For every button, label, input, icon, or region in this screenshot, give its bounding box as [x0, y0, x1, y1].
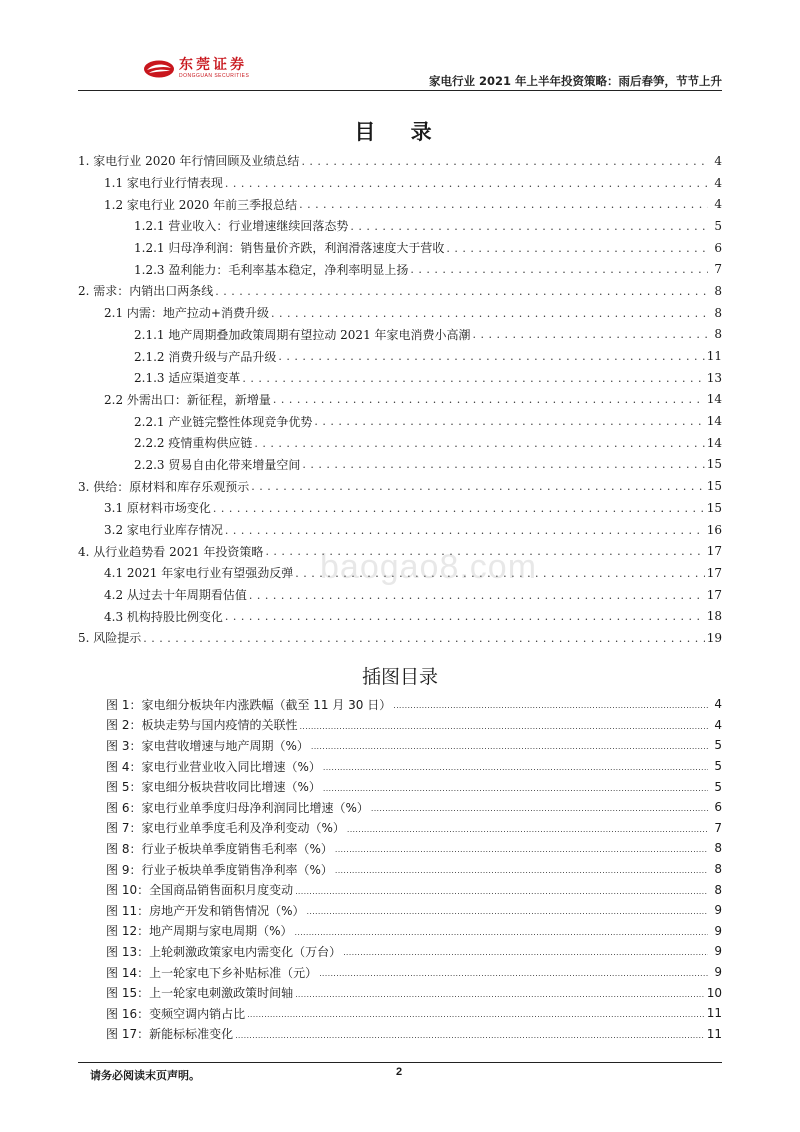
figure-entry-label: 图 7：家电行业单季度毛利及净利变动（%）	[106, 821, 345, 836]
figure-entry-label: 图 14：上一轮家电下乡补贴标准（元）	[106, 965, 318, 980]
figure-entry-page: 6	[714, 800, 722, 815]
dot-leader	[249, 588, 705, 602]
figure-entry-page: 4	[714, 697, 722, 712]
toc-entry-label: 2.2.3 贸易自由化带来增量空间	[134, 457, 301, 472]
toc-entry[interactable]	[78, 324, 722, 346]
toc-entry-label: 1.2.1 归母净利润：销售量价齐跌，利润滑落速度大于营收	[134, 241, 445, 256]
dot-leader	[225, 176, 708, 190]
dot-leader	[319, 965, 708, 979]
dot-leader	[335, 841, 708, 855]
toc-entry-label: 3.2 家电行业库存情况	[104, 523, 223, 538]
toc-entry-label: 1. 家电行业 2020 年行情回顾及业绩总结	[78, 154, 300, 169]
figure-entry-page: 7	[714, 820, 722, 835]
toc-entry[interactable]	[78, 605, 722, 627]
toc-entry-label: 1.2.1 营业收入：行业增速继续回落态势	[134, 219, 349, 234]
dot-leader	[247, 1006, 705, 1020]
logo-text-cn: 东莞证券	[179, 57, 247, 73]
dot-leader	[323, 759, 708, 773]
figure-entry-page: 8	[714, 862, 722, 877]
toc-entry-page: 15	[706, 457, 722, 472]
figure-entry[interactable]	[106, 776, 722, 797]
figure-entry[interactable]	[106, 756, 722, 777]
toc-entry-page: 5	[714, 218, 722, 233]
figure-entry-label: 图 8：行业子板块单季度销售毛利率（%）	[106, 841, 333, 856]
toc-entry-page: 14	[706, 392, 722, 407]
toc-entry-page: 14	[706, 435, 722, 450]
toc-entry-page: 4	[714, 175, 722, 190]
figure-entry-page: 10	[706, 985, 722, 1000]
toc-entry[interactable]	[78, 627, 722, 649]
dot-leader	[295, 883, 708, 897]
toc-entry-label: 1.2.3 盈利能力：毛利率基本稳定，净利率明显上扬	[134, 262, 409, 277]
toc-entry-label: 2.1.2 消费升级与产品升级	[134, 349, 277, 364]
figure-entry-label: 图 6：家电行业单季度归母净利润同比增速（%）	[106, 800, 369, 815]
dot-leader	[335, 862, 708, 876]
dot-leader	[307, 903, 709, 917]
toc-entry-label: 3.1 原材料市场变化	[104, 501, 211, 516]
toc-entry-label: 5. 风险提示	[78, 631, 142, 646]
dot-leader	[295, 924, 709, 938]
toc-entry-page: 6	[714, 240, 722, 255]
dot-leader	[278, 349, 704, 363]
dot-leader	[299, 718, 708, 732]
watermark: baogao8.com	[320, 548, 538, 586]
dot-leader	[323, 780, 708, 794]
toc-entry-label: 2.2.1 产业链完整性体现竞争优势	[134, 414, 313, 429]
toc-entry-page: 11	[706, 349, 722, 364]
figure-entry[interactable]	[106, 735, 722, 756]
toc-entry-page: 15	[706, 500, 722, 515]
figure-entry[interactable]	[106, 879, 722, 900]
dot-leader	[273, 392, 705, 406]
figure-entry[interactable]	[106, 859, 722, 880]
figure-entry[interactable]	[106, 1003, 722, 1024]
figure-entry-label: 图 2：板块走势与国内疫情的关联性	[106, 718, 298, 733]
dot-leader	[371, 800, 708, 814]
dot-leader	[295, 986, 705, 1000]
footer-divider	[78, 1062, 722, 1063]
toc-entry[interactable]	[78, 454, 722, 476]
page-number: 2	[396, 1066, 403, 1078]
figure-entry-page: 11	[706, 1006, 722, 1021]
figure-entry[interactable]	[106, 715, 722, 736]
toc-entry-page: 8	[714, 327, 722, 342]
figure-entry-label: 图 13：上轮刺激政策家电内需变化（万台）	[106, 944, 342, 959]
company-logo	[143, 56, 249, 82]
toc-entry-page: 7	[714, 262, 722, 277]
dot-leader	[446, 241, 708, 255]
toc-entry[interactable]	[78, 302, 722, 324]
figure-entry[interactable]	[106, 797, 722, 818]
toc-entry-page: 17	[706, 544, 722, 559]
document-title: 家电行业 2021 年上半年投资策略：雨后春笋，节节上升	[428, 74, 722, 88]
toc-entry-page: 4	[714, 197, 722, 212]
toc-entry-page: 18	[706, 609, 722, 624]
dot-leader	[143, 631, 704, 645]
toc-entry-page: 15	[706, 479, 722, 494]
toc-heading: 目 录	[354, 120, 446, 144]
dot-leader	[311, 738, 708, 752]
toc-entry-page: 16	[706, 522, 722, 537]
toc-entry-label: 1.1 家电行业行情表现	[104, 176, 223, 191]
toc-entry-page: 14	[706, 414, 722, 429]
toc-entry[interactable]	[78, 150, 722, 172]
figure-entry-page: 9	[714, 965, 722, 980]
figure-entry-label: 图 15：上一轮家电刺激政策时间轴	[106, 986, 294, 1001]
dot-leader	[271, 306, 708, 320]
figure-entry-label: 图 9：行业子板块单季度销售净利率（%）	[106, 862, 333, 877]
toc-entry[interactable]	[78, 410, 722, 432]
dot-leader	[314, 414, 704, 428]
toc-entry[interactable]	[78, 215, 722, 237]
figure-entry[interactable]	[106, 838, 722, 859]
dot-leader	[299, 197, 708, 211]
toc-entry[interactable]	[78, 584, 722, 606]
figure-entry-page: 9	[714, 903, 722, 918]
toc-entry-label: 1.2 家电行业 2020 年前三季报总结	[104, 197, 298, 212]
toc-entry[interactable]	[78, 172, 722, 194]
dot-leader	[347, 821, 708, 835]
dot-leader	[213, 501, 705, 515]
dot-leader	[302, 457, 704, 471]
figure-entry[interactable]	[106, 1024, 722, 1045]
toc-entry-label: 3. 供给：原材料和库存乐观预示	[78, 479, 250, 494]
figure-entry-label: 图 10：全国商品销售面积月度变动	[106, 883, 294, 898]
toc-entry-label: 4.1 2021 年家电行业有望强劲反弹	[104, 566, 294, 581]
dot-leader	[350, 219, 708, 233]
figures-heading: 插图目录	[361, 666, 438, 688]
figure-entry-label: 图 12：地产周期与家电周期（%）	[106, 924, 293, 939]
toc-entry-page: 17	[706, 565, 722, 580]
dot-leader	[473, 327, 708, 341]
toc-entry[interactable]	[78, 389, 722, 411]
toc-entry-label: 4.3 机构持股比例变化	[104, 609, 223, 624]
logo-swirl-icon	[143, 59, 175, 79]
figure-entry-page: 8	[714, 841, 722, 856]
dot-leader	[393, 697, 708, 711]
figure-entry-page: 8	[714, 882, 722, 897]
figure-entry-label: 图 5：家电细分板块营收同比增速（%）	[106, 780, 321, 795]
toc-entry-label: 2. 需求：内销出口两条线	[78, 284, 214, 299]
figure-entry-label: 图 1：家电细分板块年内涨跌幅（截至 11 月 30 日）	[106, 697, 392, 712]
toc-entry-label: 4.2 从过去十年周期看估值	[104, 588, 247, 603]
toc-entry[interactable]	[78, 258, 722, 280]
figure-entry-label: 图 4：家电行业营业收入同比增速（%）	[106, 759, 321, 774]
toc-entry[interactable]	[78, 193, 722, 215]
dot-leader	[343, 944, 708, 958]
logo-text-en: DONGGUAN SECURITIES	[179, 73, 250, 79]
dot-leader	[215, 284, 708, 298]
dot-leader	[235, 1027, 705, 1041]
toc-entry[interactable]	[78, 237, 722, 259]
toc-entry[interactable]	[78, 475, 722, 497]
dot-leader	[410, 262, 708, 276]
dot-leader	[301, 154, 708, 168]
figure-entry-label: 图 17：新能标标准变化	[106, 1027, 234, 1042]
figure-entry[interactable]	[106, 982, 722, 1003]
figure-entry[interactable]	[106, 900, 722, 921]
toc-entry-label: 2.2 外需出口：新征程，新增量	[104, 392, 271, 407]
figure-entry[interactable]	[106, 818, 722, 839]
figure-entry[interactable]	[106, 941, 722, 962]
toc-entry-page: 8	[714, 305, 722, 320]
toc-entry-page: 4	[714, 153, 722, 168]
figure-entry-page: 4	[714, 717, 722, 732]
dot-leader	[242, 371, 704, 385]
figure-list	[106, 694, 722, 1044]
figure-entry-page: 5	[714, 779, 722, 794]
figure-entry-page: 11	[706, 1026, 722, 1041]
figure-entry-page: 5	[714, 738, 722, 753]
toc-entry[interactable]	[78, 280, 722, 302]
figure-entry[interactable]	[106, 921, 722, 942]
toc-entry-label: 2.1.3 适应渠道变革	[134, 371, 241, 386]
dot-leader	[225, 609, 705, 623]
toc-entry[interactable]	[78, 345, 722, 367]
header-divider	[78, 90, 722, 91]
figure-entry-page: 9	[714, 923, 722, 938]
toc-entry-page: 19	[706, 630, 722, 645]
toc-entry[interactable]	[78, 367, 722, 389]
page-header	[78, 52, 722, 92]
toc-entry-label: 2.1.1 地产周期叠加政策周期有望拉动 2021 年家电消费小高潮	[134, 327, 471, 342]
toc-entry-page: 13	[706, 370, 722, 385]
dot-leader	[225, 523, 705, 537]
toc-entry-label: 2.1 内需：地产拉动+消费升级	[104, 306, 269, 321]
figure-entry-page: 5	[714, 759, 722, 774]
figure-entry[interactable]	[106, 694, 722, 715]
toc-entry-label: 4. 从行业趋势看 2021 年投资策略	[78, 544, 264, 559]
toc-entry-page: 17	[706, 587, 722, 602]
figure-entry[interactable]	[106, 962, 722, 983]
toc-entry[interactable]	[78, 432, 722, 454]
figure-entry-label: 图 3：家电营收增速与地产周期（%）	[106, 738, 309, 753]
toc-entry-page: 8	[714, 283, 722, 298]
figure-entry-label: 图 16：变频空调内销占比	[106, 1006, 246, 1021]
dot-leader	[254, 436, 704, 450]
dot-leader	[251, 479, 704, 493]
figure-entry-label: 图 11：房地产开发和销售情况（%）	[106, 903, 305, 918]
toc-entry[interactable]	[78, 497, 722, 519]
footer-disclaimer: 请务必阅读末页声明。	[90, 1069, 200, 1082]
toc-entry-label: 2.2.2 疫情重构供应链	[134, 436, 253, 451]
figure-entry-page: 9	[714, 944, 722, 959]
toc-entry[interactable]	[78, 519, 722, 541]
